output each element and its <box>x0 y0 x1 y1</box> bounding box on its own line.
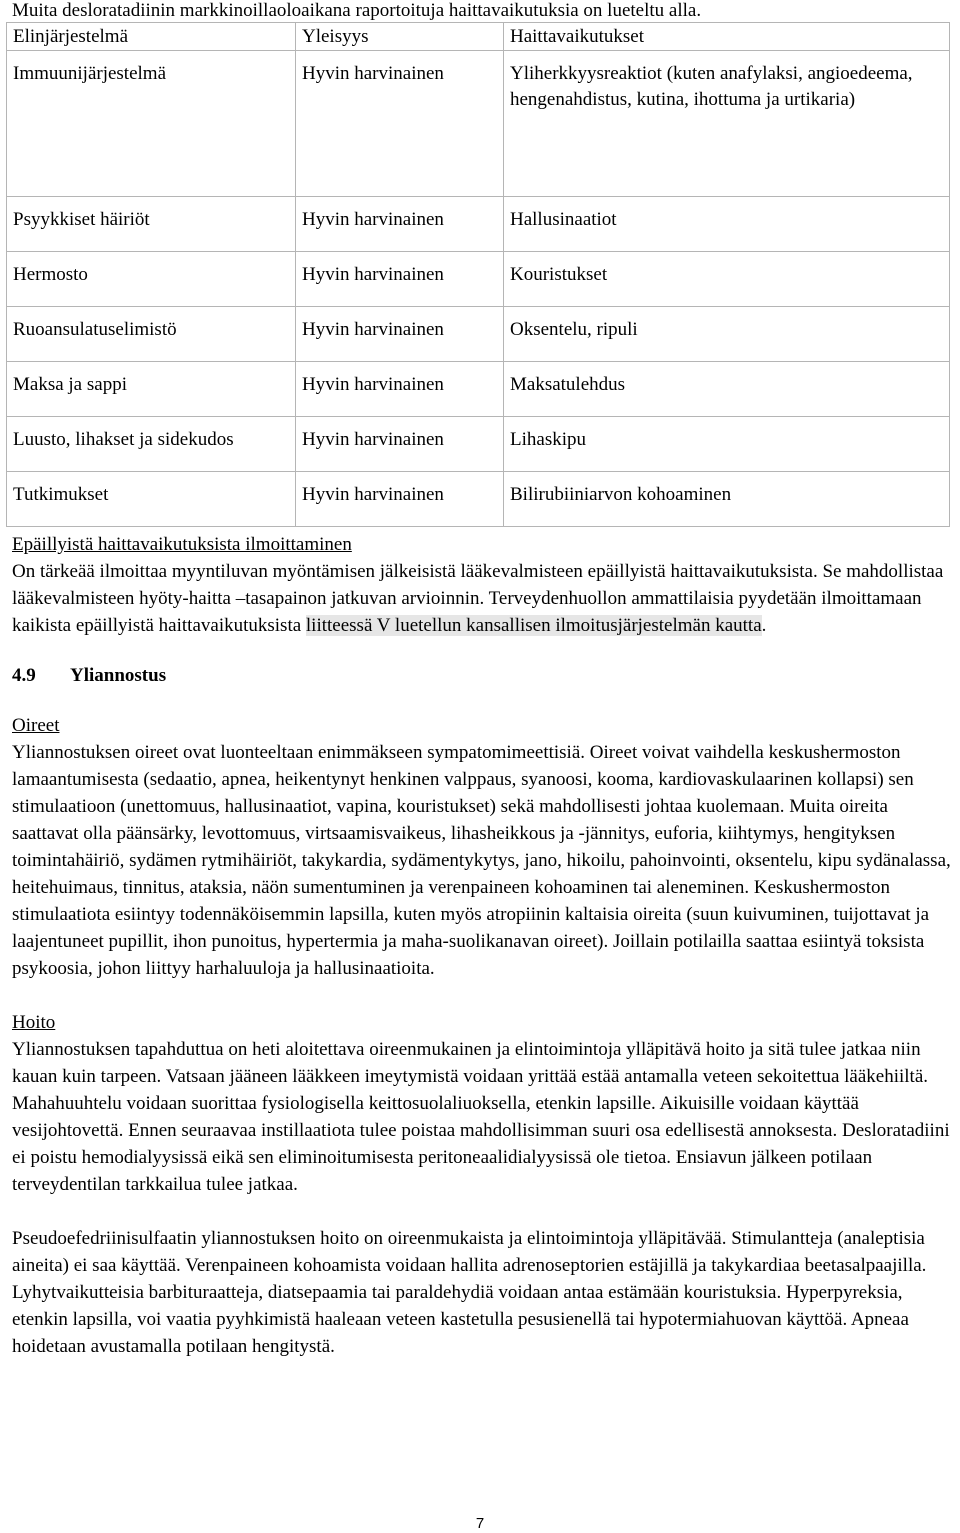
table-cell: Hyvin harvinainen <box>296 252 504 307</box>
table-header-cell: Haittavaikutukset <box>504 23 950 51</box>
table-header-row <box>7 23 950 51</box>
pseudoephedrine-text: Pseudoefedriinisulfaatin yliannostuksen hoito on oireenmukaista ja elintoimintoja ylläpitävää. Stimulantteja (analeptisia aineita) ei saa käyttää. Verenpaineen kohoamista voidaan hallita adrenoseptorien estäjillä ja takykardiaa beetasalpaajilla. Lyhytvaikutteisia barbituraatteja, diatsepaamia tai paraldehydiä voidaan antaa estämään kouristuksia. Hyperpyreksia, etenkin lapsilla, voi vaatia pyyhkimistä haaleaan veteen kastetulla pesusienellä tai hypotermiahuovan käyttöä. Apneaa hoidetaan avustamalla potilaan hengitystä. <box>12 1228 927 1357</box>
table-row <box>7 307 950 362</box>
table-row <box>7 472 950 527</box>
symptoms-text: Yliannostuksen oireet ovat luonteeltaan enimmäkseen sympatomimeettisiä. Oireet voivat vaihdella keskushermoston lamaantumisesta (sedaatio, apnea, heikentynyt henkinen valppaus, syanoosi, kooma, kardiovaskulaarinen kollapsi) sen stimulaatioon (unettomuus, hallusinaatiot, vapina, kouristukset) sekä mahdollisesti johtaa kuolemaan. Muita oireita saattavat olla päänsärky, levottomuus, virtsaamisvaikeus, lihasheikkous ja -jännitys, euforia, kiihtymys, hengityksen toimintahäiriö, sydämen rytmihäiriöt, takykardia, sydämentykytys, jano, hikoilu, pahoinvointi, oksentelu, kipu sydänalassa, heitehuimaus, tinnitus, ataksia, näön sumentuminen ja verenpaineen kohoaminen tai aleneminen. Keskushermoston stimulaatiota esiintyy todennäköisemmin lapsilla, kuten myös atropiinin kaltaisia oireita (suun kuivuminen, tuijottavat ja laajentuneet pupillit, ihon punoitus, hypertermia ja maha-suolikanavan oireet). Joillain potilailla saattaa esiintyä toksista psykoosia, johon liittyy harhaluuloja ja hallusinaatioita. <box>12 742 951 979</box>
table-cell: Ruoansulatuselimistö <box>7 307 296 362</box>
table-cell: Hallusinaatiot <box>504 197 950 252</box>
reporting-end: . <box>761 615 767 636</box>
table-header-cell: Elinjärjestelmä <box>7 23 296 51</box>
adverse-effects-table <box>6 22 950 527</box>
document-page <box>12 0 952 1360</box>
table-cell: Hyvin harvinainen <box>296 51 504 197</box>
table-row <box>7 362 950 417</box>
table-cell: Yliherkkyysreaktiot (kuten anafylaksi, angioedeema, hengenahdistus, kutina, ihottuma ja urtikaria) <box>504 51 950 197</box>
table-cell: Oksentelu, ripuli <box>504 307 950 362</box>
table-cell: Lihaskipu <box>504 417 950 472</box>
reporting-body: On tärkeää ilmoittaa myyntiluvan myöntämisen jälkeisistä lääkevalmisteen epäillyistä haittavaikutuksista. Se mahdollistaa lääkevalmisteen hyöty-haitta –tasapainon jatkuvan arvioinnin. Terveydenhuollon ammattilaisia pyydetään ilmoittamaan kaikista epäillyistä haittavaikutuksista <box>12 561 944 636</box>
table-cell: Luusto, lihakset ja sidekudos <box>7 417 296 472</box>
section-name: Yliannostus <box>70 665 167 686</box>
reporting-heading: Epäillyistä haittavaikutuksista ilmoittaminen <box>12 534 352 555</box>
treatment-heading: Hoito <box>12 1012 56 1033</box>
intro-text: Muita desloratadiinin markkinoillaoloaikana raportoituja haittavaikutuksia on lueteltu alla. <box>12 0 702 21</box>
table-cell: Maksa ja sappi <box>7 362 296 417</box>
treatment-text: Yliannostuksen tapahduttua on heti aloitettava oireenmukainen ja elintoimintoja ylläpitävä hoito ja sitä tulee jatkaa niin kauan kuin tarpeen. Vatsaan jääneen lääkkeen imeytymistä voidaan yrittää estää antamalla veteen sekoitettua lääkehiiltä. Mahahuuhtelu voidaan suorittaa fysiologisella keittosuolaliuoksella, etenkin lapsille. Aikuisille voidaan käyttää vesijohtovettä. Ennen seuraavaa instillaatiota tulee poistaa mahdollisimman suuri osa edellisestä annoksesta. Desloratadiini ei poistu hemodialyysissä eikä sen eliminoitumisesta peritoneaalidialyysissä ole tietoa. Ensiavun jälkeen potilaan terveydentilan tarkkailua tulee jatkaa. <box>12 1039 950 1195</box>
table-cell: Hermosto <box>7 252 296 307</box>
table-cell: Hyvin harvinainen <box>296 472 504 527</box>
table-row <box>7 51 950 197</box>
table-header-cell: Yleisyys <box>296 23 504 51</box>
symptoms-section <box>12 712 952 982</box>
table-cell: Psyykkiset häiriöt <box>7 197 296 252</box>
table-cell: Hyvin harvinainen <box>296 197 504 252</box>
table-row <box>7 252 950 307</box>
table-cell: Bilirubiiniarvon kohoaminen <box>504 472 950 527</box>
table-row <box>7 197 950 252</box>
treatment-section <box>12 1009 952 1360</box>
page-number: 7 <box>475 1515 485 1532</box>
table-cell: Hyvin harvinainen <box>296 362 504 417</box>
table-row <box>7 417 950 472</box>
reporting-section <box>12 531 952 639</box>
table-cell: Kouristukset <box>504 252 950 307</box>
table-cell: Hyvin harvinainen <box>296 417 504 472</box>
reporting-text <box>12 558 952 639</box>
table-cell: Tutkimukset <box>7 472 296 527</box>
table-cell: Hyvin harvinainen <box>296 307 504 362</box>
symptoms-heading: Oireet <box>12 715 60 736</box>
section-title <box>12 662 952 689</box>
reporting-highlight: liitteessä V luetellun kansallisen ilmoitusjärjestelmän kautta <box>305 615 762 636</box>
table-cell: Immuunijärjestelmä <box>7 51 296 197</box>
table-cell: Maksatulehdus <box>504 362 950 417</box>
section-number: 4.9 <box>12 665 36 686</box>
